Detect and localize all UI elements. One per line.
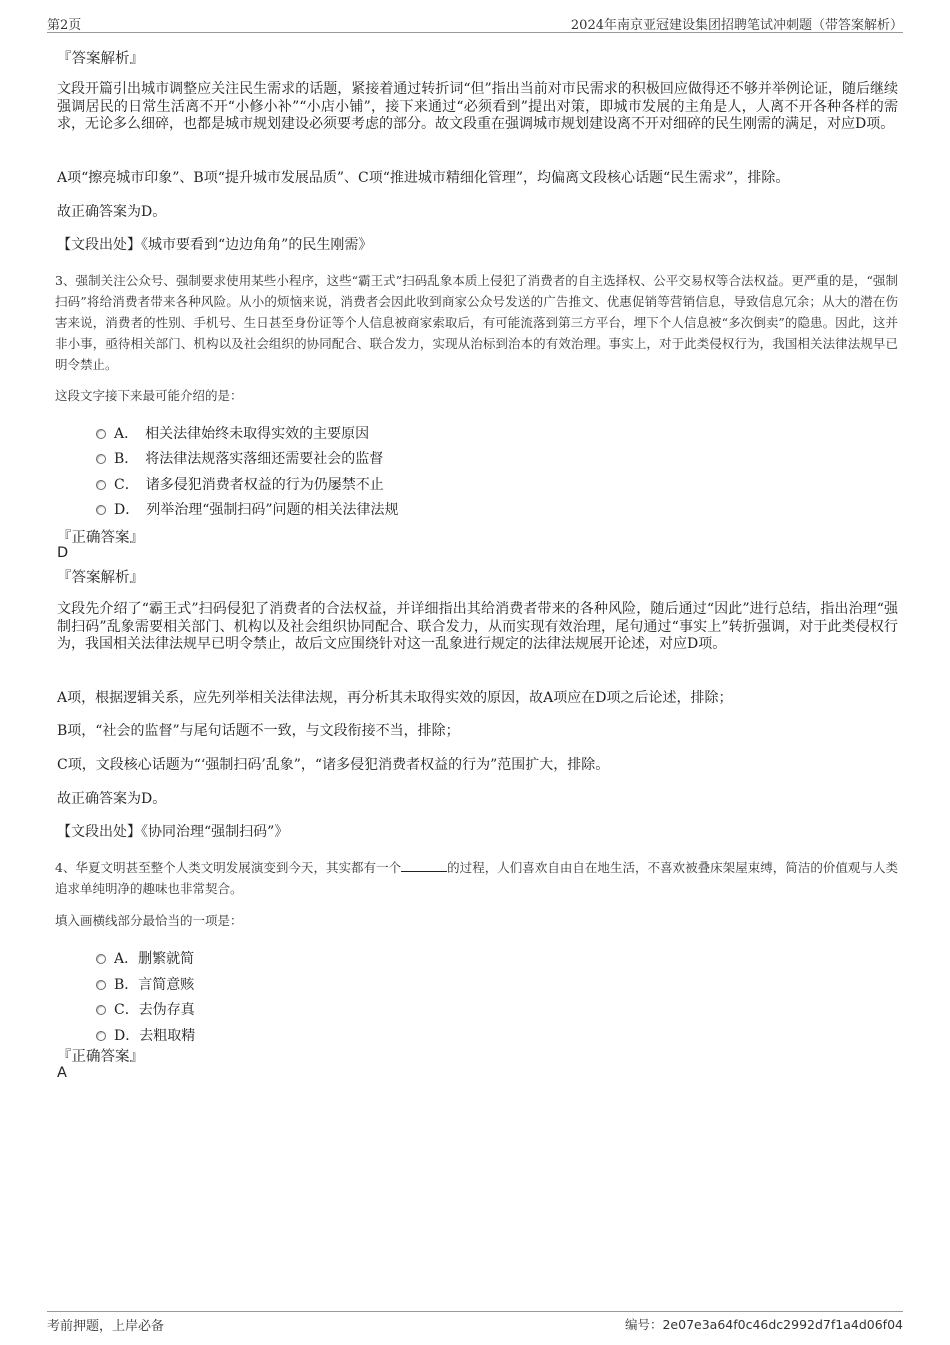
option-label: C． 诸多侵犯消费者权益的行为仍屡禁不止 [114, 477, 384, 493]
q3-analysis-paragraph: 文段先介绍了“霸王式”扫码侵犯了消费者的合法权益，并详细指出其给消费者带来的各种风险，随后通过“因此”进行总结，指出治理“强制扫码”乱象需要相关部门、机构以及社会组织协同配合、联合发力，从而实现有效治理，尾句通过“事实上”转折强调，对于此类侵权行为，我国相关法律法规早已明令禁止，故后文应围绕针对这一乱象进行规定的法律法规展开论述，对应D项。 [57, 601, 898, 652]
q4-prompt: 填入画横线部分最恰当的一项是： [55, 913, 243, 928]
radio-icon[interactable] [96, 1005, 106, 1015]
q3-note-b: B项，“社会的监督”与尾句话题不一致，与文段衔接不当，排除； [57, 723, 460, 739]
q4-question-start: 4、华夏文明甚至整个人类文明发展演变到今天，其实都有一个 [55, 860, 402, 875]
page-header [47, 12, 903, 33]
q2-source: 【文段出处】《城市要看到“边边角角”的民生刚需》 [57, 237, 373, 253]
radio-icon[interactable] [96, 454, 106, 464]
footer-serial: 编号：2e07e3a64f0c46dc2992d7f1a4d06f04 [624, 1317, 903, 1332]
option-label: A．删繁就简 [114, 951, 195, 967]
q3-note-c: C项，文段核心话题为“‘强制扫码’乱象”，“诸多侵犯消费者权益的行为”范围扩大，排除。 [57, 757, 610, 773]
q3-option-c[interactable] [96, 474, 384, 494]
q4-question [55, 857, 898, 899]
page-footer [47, 1311, 903, 1334]
q4-option-b[interactable] [96, 974, 194, 994]
q3-question: 3、强制关注公众号、强制要求使用某些小程序，这些“霸王式”扫码乱象本质上侵犯了消费者的自主选择权、公平交易权等合法权益。更严重的是，“强制扫码”将给消费者带来各种风险。从小的烦恼来说，消费者会因此收到商家公众号发送的广告推文、优惠促销等营销信息，导致信息冗余；从大的潜在伤害来说，消费者的性别、手机号、生日甚至身份证等个人信息被商家索取后，有可能流落到第三方平台，埋下个人信息被“多次倒卖”的隐患。因此，这并非小事，亟待相关部门、机构以及社会组织的协同配合、联合发力，实现从治标到治本的有效治理。事实上，对于此类侵权行为，我国相关法律法规早已明令禁止。 [55, 273, 898, 372]
radio-icon[interactable] [96, 954, 106, 964]
q3-option-d[interactable] [96, 499, 399, 519]
document-title: 2024年南京亚冠建设集团招聘笔试冲刺题（带答案解析） [570, 18, 903, 33]
fill-blank [401, 860, 447, 872]
q4-option-c[interactable] [96, 999, 195, 1019]
q2-analysis-paragraph: 文段开篇引出城市调整应关注民生需求的话题，紧接着通过转折词“但”指出当前对市民需求的积极回应做得还不够并举例论证，随后继续强调居民的日常生活离不开“小修小补”“小店小铺”，接下来通过“必须看到”提出对策，即城市发展的主角是人，人离不开各种各样的需求，无论多么细碎，也都是城市规划建设必须要考虑的部分。故文段重在强调城市规划建设离不开对细碎的民生刚需的满足，对应D项。 [57, 81, 898, 132]
q3-source: 【文段出处】《协同治理“强制扫码”》 [57, 824, 289, 840]
q4-answer: A [57, 1065, 67, 1081]
q4-question-end: 的过程，人们喜欢自由自在地生活，不喜欢被叠床架屋束缚，简洁的价值观与人类追求单纯明净的趣味也非常契合。 [55, 860, 898, 896]
q2-analysis-tag: 『答案解析』 [57, 51, 144, 67]
q3-analysis-tag: 『答案解析』 [57, 570, 144, 586]
q3-option-b[interactable] [96, 448, 383, 468]
q4-answer-tag: 『正确答案』 [57, 1049, 144, 1065]
radio-icon[interactable] [96, 980, 106, 990]
q2-conclusion: 故正确答案为D。 [57, 204, 167, 220]
q3-answer: D [57, 545, 69, 561]
page-number: 第2页 [47, 18, 82, 33]
q4-option-d[interactable] [96, 1025, 195, 1045]
footer-slogan: 考前押题，上岸必备 [47, 1319, 165, 1334]
radio-icon[interactable] [96, 480, 106, 490]
radio-icon[interactable] [96, 505, 106, 515]
q3-prompt: 这段文字接下来最可能介绍的是： [55, 388, 243, 403]
option-label: C．去伪存真 [114, 1002, 195, 1018]
option-label: A． 相关法律始终未取得实效的主要原因 [114, 426, 370, 442]
q4-option-a[interactable] [96, 948, 194, 968]
option-label: B．言简意赅 [114, 977, 195, 993]
q3-answer-tag: 『正确答案』 [57, 530, 144, 546]
radio-icon[interactable] [96, 429, 106, 439]
radio-icon[interactable] [96, 1031, 106, 1041]
q3-note-a: A项，根据逻辑关系，应先列举相关法律法规，再分析其未取得实效的原因，故A项应在D项之后论述，排除； [57, 690, 733, 706]
q2-exclusion-note: A项“擦亮城市印象”、B项“提升城市发展品质”、C项“推进城市精细化管理”，均偏离文段核心话题“民生需求”，排除。 [57, 170, 790, 186]
q3-option-a[interactable] [96, 423, 369, 443]
option-label: D．去粗取精 [114, 1028, 196, 1044]
q3-conclusion: 故正确答案为D。 [57, 791, 167, 807]
option-label: B． 将法律法规落实落细还需要社会的监督 [114, 451, 384, 467]
option-label: D． 列举治理“强制扫码”问题的相关法律法规 [114, 502, 399, 518]
